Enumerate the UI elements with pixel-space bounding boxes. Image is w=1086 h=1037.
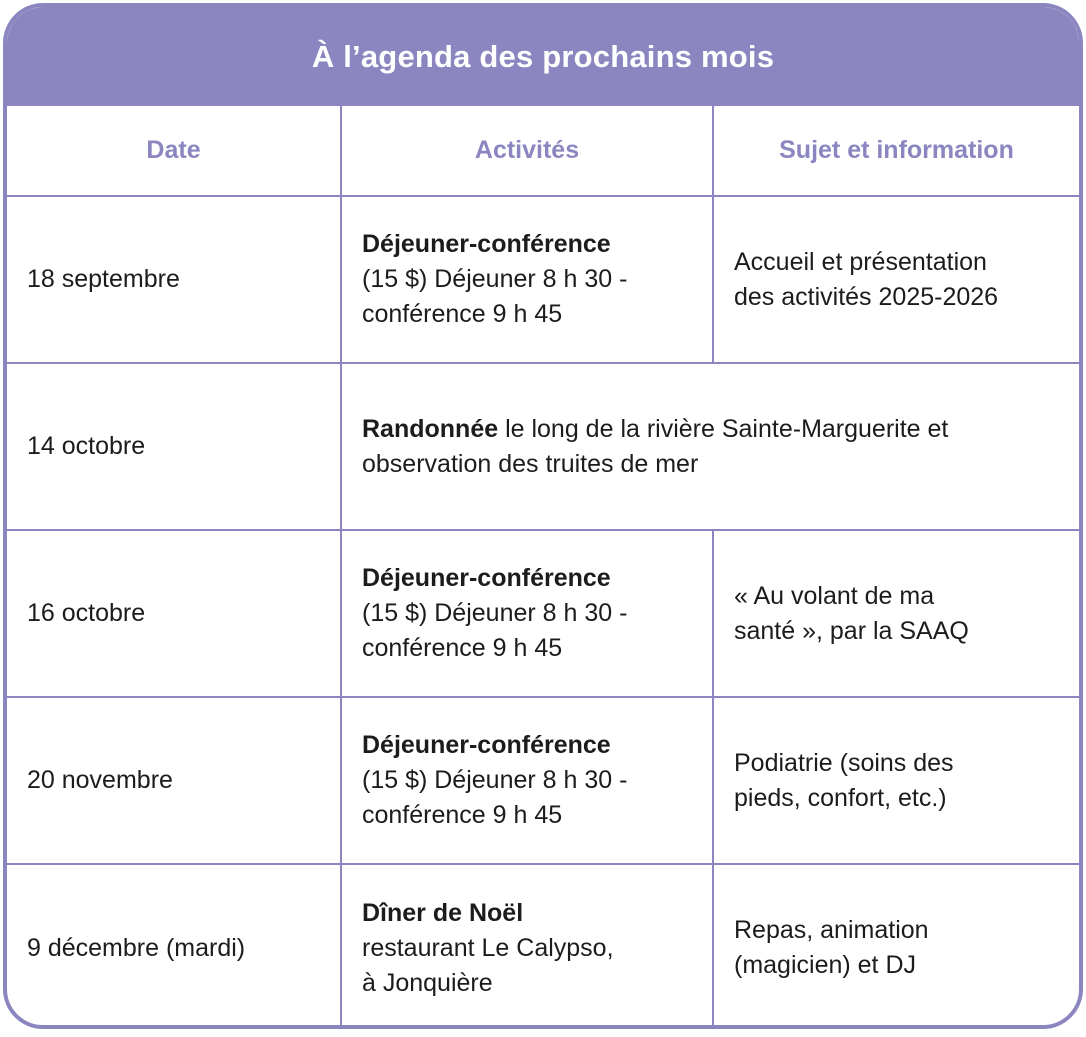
activity-detail: conférence 9 h 45 bbox=[362, 634, 563, 662]
column-header-info: Sujet et information bbox=[713, 106, 1079, 196]
info-line: Podiatrie (soins des bbox=[734, 748, 954, 777]
info-line: des activités 2025-2026 bbox=[734, 282, 999, 311]
activity-title: Déjeuner-conférence bbox=[362, 731, 611, 759]
activity-detail: (15 $) Déjeuner 8 h 30 - bbox=[362, 766, 628, 794]
date-cell: 16 octobre bbox=[7, 530, 341, 697]
activity-detail: conférence 9 h 45 bbox=[362, 801, 563, 829]
agenda-title: À l’agenda des prochains mois bbox=[7, 7, 1079, 106]
activity-cell bbox=[341, 530, 713, 697]
activity-title: Dîner de Noël bbox=[362, 898, 524, 927]
activity-detail: observation des truites de mer bbox=[362, 449, 699, 478]
table-row bbox=[7, 363, 1079, 530]
info-cell bbox=[713, 864, 1079, 1029]
activity-detail: restaurant Le Calypso, bbox=[362, 933, 614, 962]
activity-cell bbox=[341, 697, 713, 864]
date-cell: 18 septembre bbox=[7, 196, 341, 363]
table-row bbox=[7, 697, 1079, 864]
date-cell: 14 octobre bbox=[7, 363, 341, 530]
activity-title: Randonnée bbox=[362, 414, 499, 443]
column-header-date: Date bbox=[7, 106, 341, 196]
info-cell bbox=[713, 196, 1079, 363]
column-header-activities: Activités bbox=[341, 106, 713, 196]
activity-detail: conférence 9 h 45 bbox=[362, 300, 563, 328]
agenda-card bbox=[3, 3, 1083, 1029]
activity-detail: le long de la rivière Sainte-Marguerite et bbox=[498, 414, 949, 443]
info-line: santé », par la SAAQ bbox=[734, 616, 969, 645]
activity-detail: à Jonquière bbox=[362, 968, 493, 997]
agenda-table bbox=[7, 106, 1079, 1029]
table-row bbox=[7, 196, 1079, 363]
activity-cell bbox=[341, 363, 1079, 530]
info-line: Repas, animation bbox=[734, 916, 929, 944]
date-cell: 9 décembre (mardi) bbox=[7, 864, 341, 1029]
info-line: Accueil et présentation bbox=[734, 247, 987, 276]
header-row bbox=[7, 106, 1079, 196]
table-row bbox=[7, 530, 1079, 697]
info-cell bbox=[713, 697, 1079, 864]
activity-title: Déjeuner-conférence bbox=[362, 564, 611, 592]
activity-cell bbox=[341, 864, 713, 1029]
activity-detail: (15 $) Déjeuner 8 h 30 - bbox=[362, 265, 628, 293]
info-line: pieds, confort, etc.) bbox=[734, 783, 947, 812]
activity-title: Déjeuner-conférence bbox=[362, 230, 611, 258]
info-cell bbox=[713, 530, 1079, 697]
table-row bbox=[7, 864, 1079, 1029]
activity-detail: (15 $) Déjeuner 8 h 30 - bbox=[362, 599, 628, 627]
info-line: « Au volant de ma bbox=[734, 581, 935, 610]
info-line: (magicien) et DJ bbox=[734, 951, 916, 979]
activity-cell bbox=[341, 196, 713, 363]
date-cell: 20 novembre bbox=[7, 697, 341, 864]
